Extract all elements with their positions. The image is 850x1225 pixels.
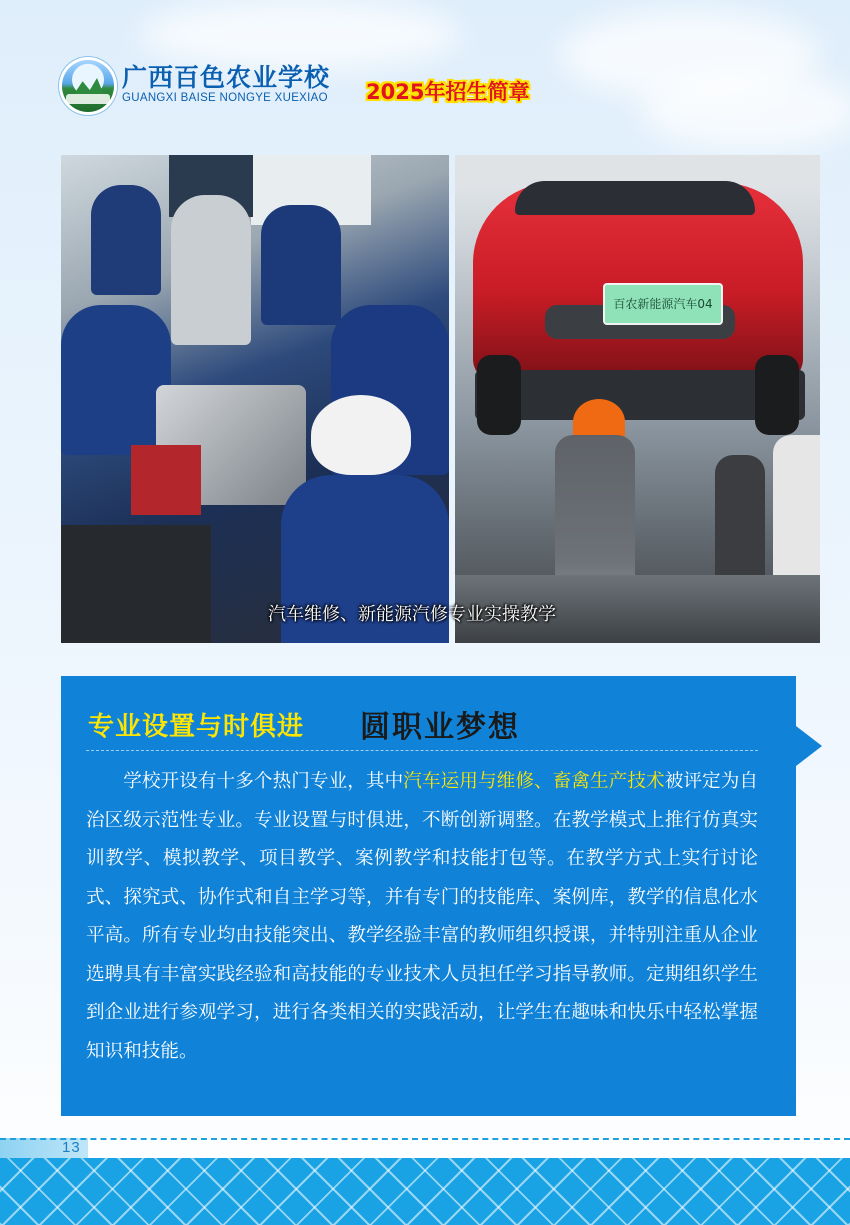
student-figure (61, 305, 171, 455)
page-number: 13 (62, 1139, 81, 1156)
section-body (86, 763, 758, 1071)
car-wheel (755, 355, 799, 435)
section-title-secondary: 圆职业梦想 (360, 710, 520, 745)
car-wheel (477, 355, 521, 435)
car-plate: 百农新能源汽车04 (603, 283, 723, 325)
car-windshield (515, 181, 755, 215)
logo-banner-icon (66, 94, 110, 104)
body-text-main: 被评定为自治区级示范性专业。专业设置与时俱进，不断创新调整。在教学模式上推行仿真实训教学、模拟教学、项目教学、案例教学和技能打包等。在教学方式上实行讨论式、探究式、协作式和自主学习等，并有专门的技能库、案例库，教学的信息化水平高。所有专业均由技能突出、教学经验丰富的教师组织授课，并特别注重从企业选聘具有丰富实践经验和高技能的专业技术人员担任学习指导教师。定期组织学生到企业进行参观学习，进行各类相关的实践活动，让学生在趣味和快乐中轻松掌握知识和技能。 (86, 771, 758, 1062)
background-cloud (640, 70, 850, 150)
school-name-en: GUANGXI BAISE NONGYE XUEXIAO (122, 92, 328, 104)
teacher-figure (171, 195, 251, 345)
footer-divider (0, 1138, 850, 1140)
photo-caption: 汽车维修、新能源汽修专业实操教学 (268, 604, 556, 625)
panel-arrow-icon (796, 726, 822, 766)
school-logo (62, 60, 114, 112)
photo-engine-practice (61, 155, 449, 643)
student-figure (261, 205, 341, 325)
tool-tray (131, 445, 201, 515)
footer-pattern (0, 1158, 850, 1225)
photo-car-lift (455, 155, 820, 643)
student-figure (91, 185, 161, 295)
brochure-title: 2025年招生简章 (366, 80, 530, 104)
body-text-intro: 学校开设有十多个热门专业，其中 (123, 771, 404, 792)
white-cap (311, 395, 411, 475)
student-legs (61, 525, 211, 643)
panel-divider (86, 750, 758, 751)
body-text-highlight: 汽车运用与维修、畜禽生产技术 (403, 771, 665, 792)
section-title-primary: 专业设置与时俱进 (88, 712, 305, 742)
school-name-cn: 广西百色农业学校 (122, 63, 331, 92)
